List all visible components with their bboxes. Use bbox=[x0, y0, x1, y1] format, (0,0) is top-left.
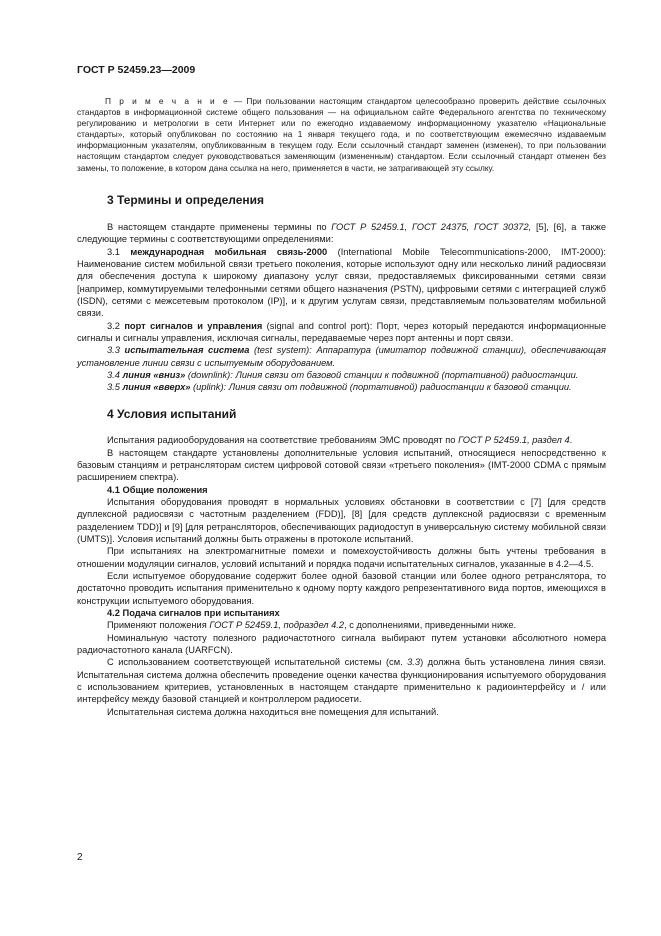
section-4-2-paragraph-2: Номинальную частоту полезного радиочастотного сигнала выбирают путем установки абсолютного номера радиочастотного канала (UARFCN). bbox=[77, 632, 606, 655]
subsection-4-1-heading: 4.1 Общие положения bbox=[107, 484, 208, 495]
intro-text: В настоящем стандарте применены термины по bbox=[107, 222, 332, 232]
term-name: международная мобильная связь-2000 bbox=[130, 246, 328, 257]
term-definition: (test system): Аппаратура (имитатор подвижной станции), обеспечивающая установление линии связи с испытуемым оборудованием. bbox=[77, 345, 606, 368]
page-number: 2 bbox=[77, 852, 83, 863]
section-4-2-paragraph-1 bbox=[77, 619, 606, 631]
paragraph-text: Испытания радиооборудования на соответствие требованиям ЭМС проводят по bbox=[107, 435, 459, 446]
term-3-4 bbox=[77, 369, 606, 381]
note-text: — При пользовании настоящим стандартом целесообразно проверить действие ссылочных стандартов в информационной системе общего пользования — на официальном сайте Федерального агентства по техническому регулированию и метрологии в сети Интернет или по ежегодно издаваемому информационному указателю «Национальные стандарты», который опубликован по состоянию на 1 января текущего года, и по соответствующим ежемесячно издаваемым информационным указателям, опубликованным в текущем году. Если ссылочный стандарт заменен (изменен), то при пользовании настоящим стандартом следует руководствоваться заменяющим (измененным) стандартом. Если ссылочный стандарт отменен без замены, то положение, в котором дана ссылка на него, применяется в части, не затрагивающей эту ссылку. bbox=[77, 96, 606, 173]
document-body bbox=[77, 96, 606, 718]
note-label: П р и м е ч а н и е bbox=[105, 96, 230, 106]
term-definition: (uplink): Линия связи от подвижной (портативной) радиостанции к базовой станции. bbox=[190, 382, 572, 393]
section-4-paragraph-1 bbox=[77, 434, 606, 446]
term-number: 3.3 bbox=[107, 345, 125, 356]
term-name: линия «вверх» bbox=[122, 382, 191, 393]
section-3-intro bbox=[77, 221, 606, 246]
paragraph-ref: ГОСТ Р 52459.1, подраздел 4.2 bbox=[209, 620, 345, 631]
section-4-heading: 4 Условия испытаний bbox=[107, 406, 237, 421]
subsection-4-2-heading: 4.2 Подача сигналов при испытаниях bbox=[107, 607, 280, 618]
term-definition: (downlink): Линия связи от базовой станции к подвижной (портативной) радиостанции. bbox=[185, 370, 579, 381]
paragraph-text-end: . bbox=[569, 435, 573, 446]
paragraph-text-end: , с дополнениями, приведенными ниже. bbox=[344, 620, 517, 631]
term-3-5 bbox=[77, 381, 606, 393]
term-number: 3.4 bbox=[107, 370, 123, 381]
intro-text-end: [5], [6], а также следующие термины с соответствующими определениями: bbox=[77, 222, 606, 245]
term-name: испытательная система bbox=[124, 345, 250, 356]
section-4-2-paragraph-4: Испытательная система должна находиться вне помещения для испытаний. bbox=[107, 706, 439, 717]
section-4-2-paragraph-3 bbox=[77, 656, 606, 705]
section-4-1-paragraph-1: Испытания оборудования проводят в нормальных условиях обстановки в соответствии с [7] [для средств дуплексной радиосвязи с частотным разделением (FDD)], [8] [для средств дуплексной радиосвязи с временным разделением TDD)] и [9] [для ретрансляторов, обеспечивающих радиодоступ в универсальную систему мобильной связи (UMTS)]. Условия испытаний должны быть отражены в протоколе испытаний. bbox=[77, 496, 606, 544]
section-4-1-paragraph-2: При испытаниях на электромагнитные помехи и помехоустойчивость должны быть учтены требования в отношении модуляции сигналов, условий испытаний и порядка подачи испытательных сигналов, указанные в 4.2—4.5. bbox=[77, 546, 606, 569]
paragraph-text: С использованием соответствующей испытательной системы (см. bbox=[107, 657, 408, 668]
term-3-2 bbox=[77, 320, 606, 345]
term-definition: (signal and control port): Порт, через который передаются информационные сигналы и сигналы управления, исключая сигналы, передаваемые через порт антенны и порт связи. bbox=[77, 320, 606, 344]
paragraph-ref: 3.3 bbox=[407, 657, 421, 668]
intro-refs: ГОСТ Р 52459.1, ГОСТ 24375, ГОСТ 30372, bbox=[331, 222, 532, 232]
term-3-3 bbox=[77, 344, 606, 369]
term-3-1 bbox=[77, 246, 606, 320]
section-4-paragraph-2: В настоящем стандарте установлены дополнительные условия испытаний, относящиеся непосредственно к базовым станциям и ретрансляторам систем цифровой сотовой связи «третьего поколения» (IMT-2000 CDMA с прямым расширением спектра). bbox=[77, 447, 606, 483]
term-definition: (International Mobile Telecommunications-2000, IMT-2000): Наименование систем мобильной связи третьего поколения, которые используют одну или несколько линий радиосвязи для обеспечения доступа к широкому диапазону услуг связи, предоставляемых фиксированными сетями связи [например, коммутируемыми телефонными сетями общего назначения (PSTN), цифровыми сетями с интеграцией служб (ISDN), сетями с межсетевым протоколом (IP)], и к другим услугам связи, представляемым пользователям мобильной связи. bbox=[77, 246, 607, 319]
reference-note bbox=[77, 96, 606, 174]
term-name: порт сигналов и управления bbox=[124, 320, 263, 331]
document-header: ГОСТ Р 52459.23—2009 bbox=[77, 64, 196, 76]
section-3-heading: 3 Термины и определения bbox=[107, 192, 265, 207]
term-name: линия «вниз» bbox=[122, 370, 186, 381]
paragraph-text-end: ) должна быть установлена линия связи. Испытательная система должна обеспечить проведение оценки качества функционирования испытуемого оборудования с использованием критериев, установленных в настоящем стандарте применительно к радиоинтерфейсу и / или интерфейсу между базовой станцией и контроллером радиосети. bbox=[77, 657, 606, 705]
section-4-1-paragraph-3: Если испытуемое оборудование содержит более одной базовой станции или более одного ретранслятора, то достаточно проводить испытания применительно к одному порту каждого репрезентативного вида портов, имеющихся в конструкции испытуемого оборудования. bbox=[77, 570, 606, 606]
term-number: 3.5 bbox=[107, 382, 123, 393]
term-number: 3.1 bbox=[107, 246, 131, 257]
term-number: 3.2 bbox=[107, 320, 125, 331]
paragraph-text: Применяют положения bbox=[107, 620, 210, 631]
paragraph-ref: ГОСТ Р 52459.1, раздел 4 bbox=[458, 435, 570, 446]
